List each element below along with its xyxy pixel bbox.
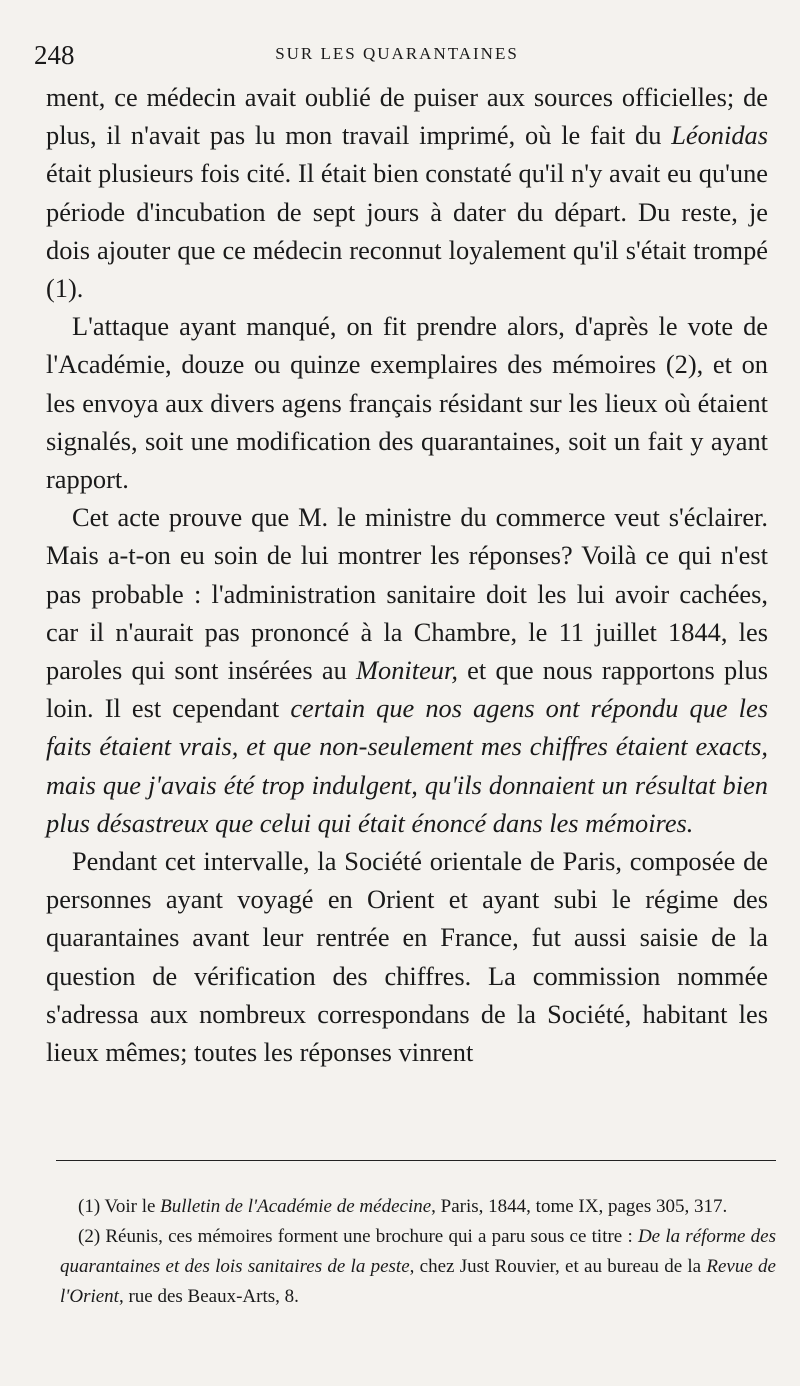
paragraph-3-text-a: Cet acte prouve que M. le ministre du commerce veut s'éclairer. Mais a-t-on eu soin de lui montrer les réponses? Voilà ce qui n'est pas probable : l'administration sanitaire doit les lui avoir cachées, car il n'aurait pas prononcé à la Chambre, le 11 juillet 1844, les paroles qui sont insérées au bbox=[46, 502, 768, 686]
paragraph-4: Pendant cet intervalle, la Société orientale de Paris, composée de personnes ayant voyagé en Orient et ayant subi le régime des quarantaines avant leur rentrée en France, fut aussi saisie de la question de vérification des chiffres. La commission nommée s'adressa aux nombreux correspondans de la Société, habitant les lieux mêmes; toutes les réponses vinrent bbox=[46, 846, 768, 1068]
running-head: SUR LES QUARANTAINES bbox=[275, 44, 519, 63]
main-text bbox=[46, 78, 768, 1071]
paragraph-1 bbox=[46, 78, 768, 307]
footnote-2-text-b: , chez Just Rouvier, et au bureau de la bbox=[409, 1256, 707, 1277]
paragraph-2: L'attaque ayant manqué, on fit prendre alors, d'après le vote de l'Académie, douze ou quinze exemplaires des mémoires (2), et on les envoya aux divers agens français résidant sur les lieux où étaient signalés, soit une modification des quarantaines, soit un fait y ayant rapport. bbox=[46, 311, 768, 495]
paragraph-1-text-b: était plusieurs fois cité. Il était bien constaté qu'il n'y avait eu qu'une période d'incubation de sept jours à dater du départ. Du reste, je dois ajouter que ce médecin reconnut loyalement qu'il s'était trompé (1). bbox=[46, 158, 768, 304]
footnote-1-text-a: (1) Voir le bbox=[78, 1196, 161, 1217]
footnote-2-text-a: (2) Réunis, ces mémoires forment une brochure qui a paru sous ce titre : bbox=[78, 1226, 638, 1247]
footnote-2-text-c: , rue des Beaux-Arts, 8. bbox=[118, 1286, 299, 1307]
brochure-title: De la réforme des quarantaines et des lois sanitaires de la peste bbox=[60, 1226, 777, 1277]
footnote-2 bbox=[60, 1222, 776, 1312]
footnote-1 bbox=[60, 1192, 776, 1222]
paragraph-3-italic-passage: certain que nos agens ont répondu que les faits étaient vrais, et que non-seulement mes chiffres étaient exacts, mais que j'avais été trop indulgent, qu'ils donnaient un résultat bien plus désastreux que celui qui était énoncé dans les mémoires. bbox=[46, 693, 768, 838]
bulletin-title: Bulletin de l'Académie de médecine bbox=[160, 1196, 432, 1217]
page-header bbox=[18, 36, 776, 80]
paragraph-1-text-a: ment, ce médecin avait oublié de puiser aux sources officielles; de plus, il n'avait pas lu mon travail imprimé, où le fait du bbox=[46, 82, 768, 151]
footnote-1-text-b: , Paris, 1844, tome IX, pages 305, 317. bbox=[431, 1196, 728, 1217]
moniteur-title: Moniteur, bbox=[356, 655, 458, 686]
ship-name-leonidas: Léonidas bbox=[671, 120, 768, 151]
footnotes bbox=[60, 1192, 776, 1312]
page-number: 248 bbox=[34, 40, 75, 70]
paragraph-3-text-b: et que nous rapportons plus loin. Il est cependant bbox=[46, 655, 768, 724]
revue-title: Revue de l'Orient bbox=[60, 1256, 776, 1307]
footnote-rule bbox=[56, 1160, 776, 1161]
paragraph-3 bbox=[46, 498, 768, 842]
